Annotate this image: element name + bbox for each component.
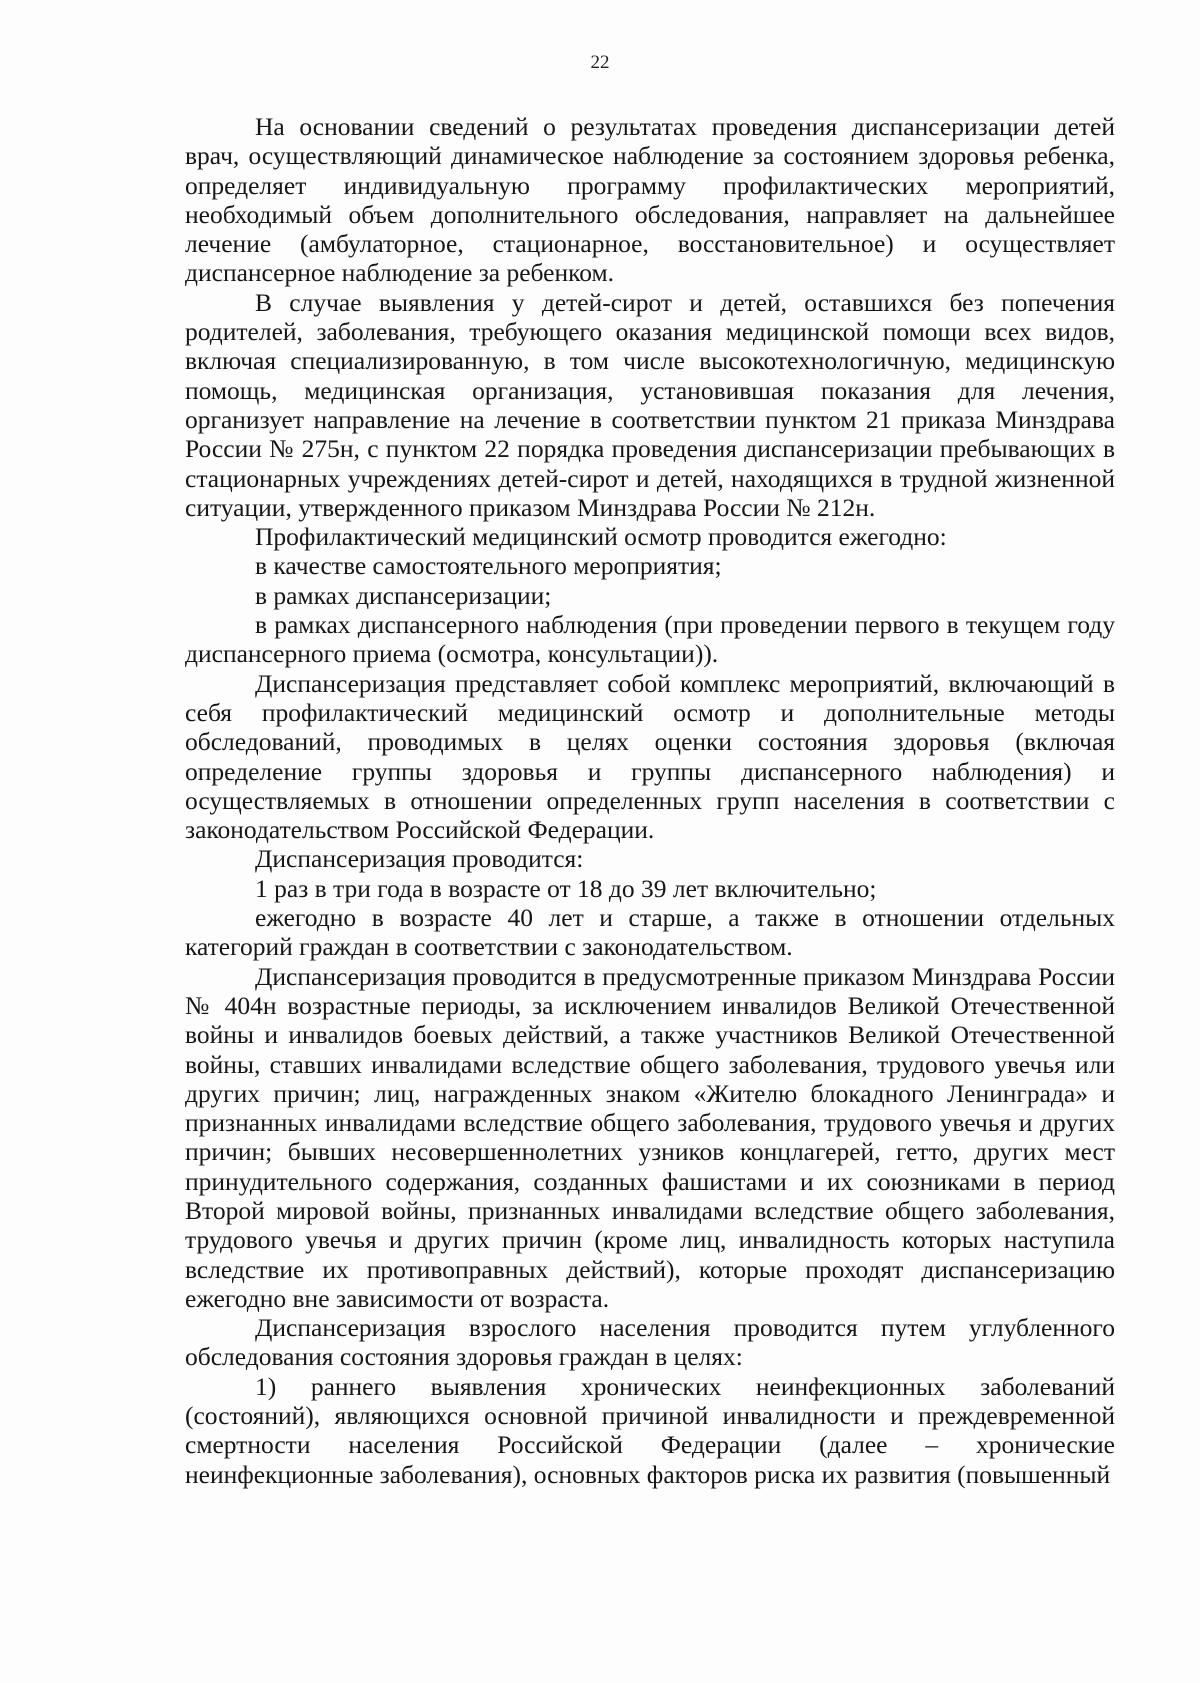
list-item-every-three-years: 1 раз в три года в возрасте от 18 до 39 лет включительно; bbox=[255, 873, 877, 903]
paragraph-dispensarization-definition: Диспансеризация представляет собой комплекс мероприятий, включающий в себя профилактический медицинский осмотр и дополнительные методы обследований, проводимых в целях оценки состояния здоровья (включая определение группы здоровья и группы диспансерного наблюдения) и осуществляемых в отношении определенных групп населения в соответствии с законодательством Российской Федерации. bbox=[185, 668, 1115, 845]
paragraph-orphans-treatment: В случае выявления у детей-сирот и детей, оставшихся без попечения родителей, заболевания, требующего оказания медицинской помощи всех видов, включая специализированную, в том числе высокотехнологичную, медицинскую помощь, медицинская организация, установившая показания для лечения, организует направление на лечение в соответствии пунктом 21 приказа Минздрава России № 275н, с пунктом 22 порядка проведения диспансеризации пребывающих в стационарных учреждениях детей-сирот и детей, находящихся в трудной жизненной ситуации, утвержденного приказом Минздрава России № 212н. bbox=[185, 287, 1115, 522]
list-item-independent-measure: в качестве самостоятельного мероприятия; bbox=[255, 551, 722, 581]
paragraph-dispensarization-frequency: Диспансеризация проводится: bbox=[255, 844, 584, 874]
list-item-early-detection: 1) раннего выявления хронических неинфекционных заболеваний (состояний), являющихся основной причиной инвалидности и преждевременной смертности населения Российской Федерации (далее – хронические неинфекционные заболевания), основных факторов риска их развития (повышенный bbox=[185, 1371, 1115, 1489]
list-item-within-observation: в рамках диспансерного наблюдения (при проведении первого в текущем году диспансерного приема (осмотра, консультации)). bbox=[185, 610, 1115, 669]
document-body bbox=[185, 112, 1115, 1489]
paragraph-preventive-exam: Профилактический медицинский осмотр проводится ежегодно: bbox=[255, 522, 947, 552]
paragraph-adult-dispensarization: Диспансеризация взрослого населения проводится путем углубленного обследования состояния здоровья граждан в целях: bbox=[185, 1313, 1115, 1372]
paragraph-dispensary-results: На основании сведений о результатах проведения диспансеризации детей врач, осуществляющий динамическое наблюдение за состоянием здоровья ребенка, определяет индивидуальную программу профилактических мероприятий, необходимый объем дополнительного обследования, направляет на дальнейшее лечение (амбулаторное, стационарное, восстановительное) и осуществляет диспансерное наблюдение за ребенком. bbox=[185, 112, 1115, 288]
list-item-annually: ежегодно в возрасте 40 лет и старше, а также в отношении отдельных категорий граждан в соответствии с законодательством. bbox=[185, 903, 1115, 962]
page-number: 22 bbox=[590, 52, 610, 73]
list-item-within-dispensarization: в рамках диспансеризации; bbox=[255, 580, 552, 610]
paragraph-age-periods-exceptions: Диспансеризация проводится в предусмотренные приказом Минздрава России № 404н возрастные периоды, за исключением инвалидов Великой Отечественной войны и инвалидов боевых действий, а также участников Великой Отечественной войны, ставших инвалидами вследствие общего заболевания, трудового увечья или других причин; лиц, награжденных знаком «Жителю блокадного Ленинграда» и признанных инвалидами вследствие общего заболевания, трудового увечья и других причин; бывших несовершеннолетних узников концлагерей, гетто, других мест принудительного содержания, созданных фашистами и их союзниками в период Второй мировой войны, признанных инвалидами вследствие общего заболевания, трудового увечья и других причин (кроме лиц, инвалидность которых наступила вследствие их противоправных действий), которые проходят диспансеризацию ежегодно вне зависимости от возраста. bbox=[185, 961, 1115, 1313]
